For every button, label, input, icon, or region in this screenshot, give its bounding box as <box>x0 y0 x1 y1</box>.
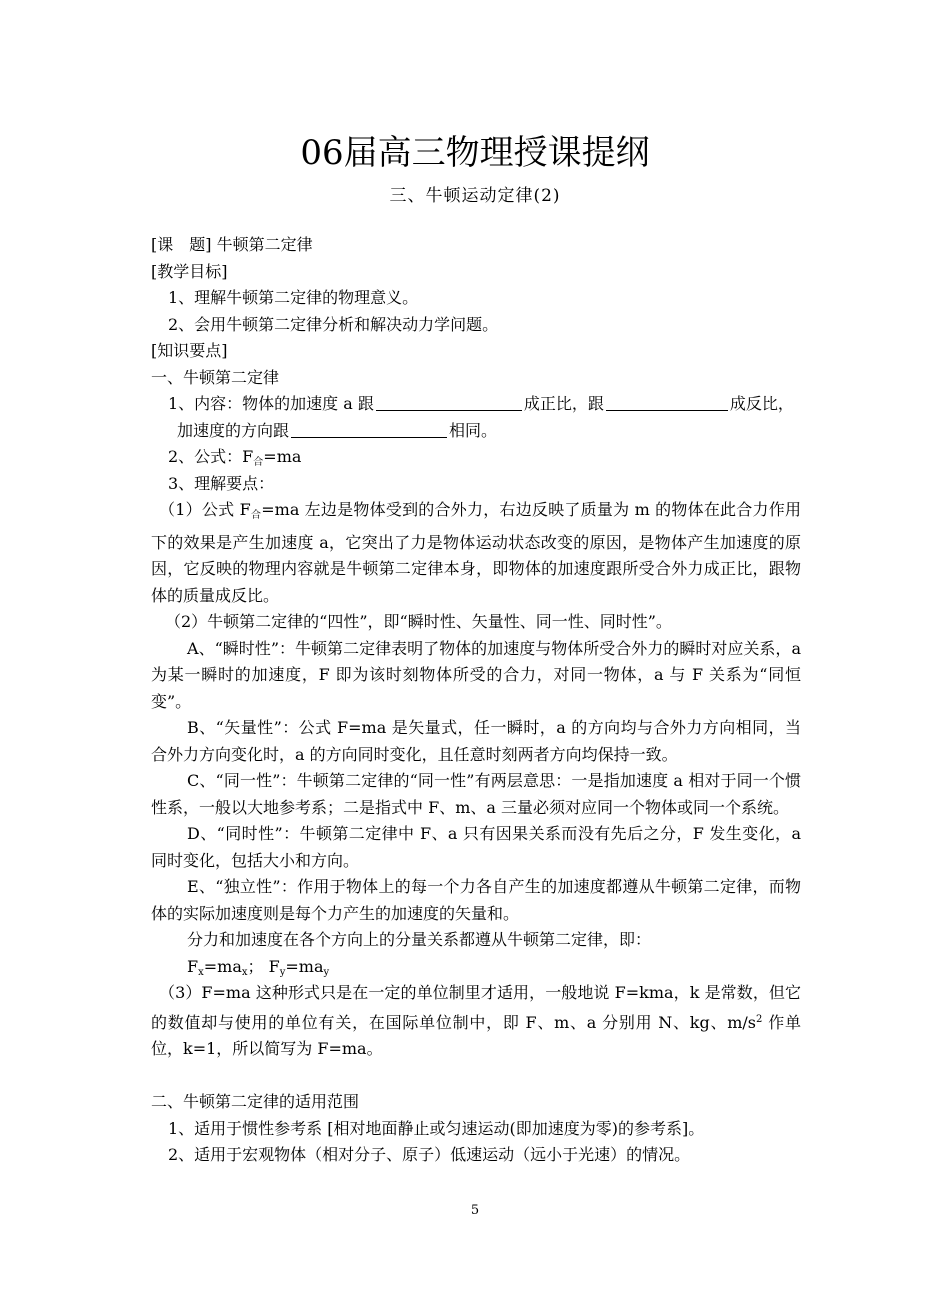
goal-item-1: 1、理解牛顿第二定律的物理意义。 <box>168 288 419 307</box>
goals-header: [教学目标] <box>151 261 228 281</box>
spacer <box>151 1063 801 1090</box>
goal-item-2: 2、会用牛顿第二定律分析和解决动力学问题。 <box>168 314 499 334</box>
property-a-paragraph: A、“瞬时性”：牛顿第二定律表明了物体的加速度与物体所受合外力的瞬时对应关系，a 为某一瞬时的加速度，F 即为该时刻物体所受的合力，对同一物体，a 与 F 关系为“同恒变”。 <box>151 638 801 711</box>
property-c-paragraph: C、“同一性”：牛顿第二定律的“同一性”有两层意思：一是指加速度 a 相对于同一个惯性系，一般以大地参考系；二是指式中 F、m、a 三量必须对应同一个物体或同一个系统。 <box>151 771 801 817</box>
points-heading: 3、理解要点： <box>168 473 275 493</box>
property-b-paragraph: B、“矢量性”：公式 F=ma 是矢量式，任一瞬时，a 的方向均与合外力方向相同，当合外力方向变化时，a 的方向同时变化，且任意时刻两者方向均保持一致。 <box>151 718 801 764</box>
page-title: 06届高三物理授课提纲 <box>300 133 650 173</box>
page-subtitle: 三、牛顿运动定律(2) <box>389 186 561 206</box>
component-intro: 分力和加速度在各个方向上的分量关系都遵从牛顿第二定律，即： <box>187 930 652 949</box>
component-formula: $F_x=ma_x$； $F_y=ma_y$ <box>187 956 330 978</box>
knowledge-header: [知识要点] <box>151 341 228 360</box>
content-line: 1、内容：物体的加速度 a 跟 成正比，跟 成反比， <box>168 394 794 413</box>
point-3-paragraph: （3）F=ma 这种形式只是在一定的单位制里才适用，一般地说 F=kma，k 是常数，但它的数值却与使用的单位有关，在国际单位制中，即 F、m、a 分别用 N、kg、$m/s^2$ 作单位，k=1，所以简写为 F=ma。 <box>151 983 801 1058</box>
fill-blank-2[interactable] <box>606 393 728 411</box>
scope-item-2: 2、适用于宏观物体（相对分子、原子）低速运动（远小于光速）的情况。 <box>168 1145 691 1164</box>
formula-line: 2、公式：$F_合=ma$ <box>168 447 302 468</box>
point-2-line: （2）牛顿第二定律的“四性”，即“瞬时性、矢量性、同一性、同时性”。 <box>165 612 672 631</box>
property-d-paragraph: D、“同时性”：牛顿第二定律中 F、a 只有因果关系而没有先后之分，F 发生变化，a 同时变化，包括大小和方向。 <box>151 824 801 870</box>
section1-heading: 一、牛顿第二定律 <box>151 367 280 387</box>
topic-line: [课 题] 牛顿第二定律 <box>151 235 313 254</box>
fill-blank-3[interactable] <box>291 420 447 438</box>
point-1-paragraph: （1）公式 $F_合=ma$ 左边是物体受到的合外力，右边反映了质量为 m 的物体在此合力作用下的效果是产生加速度 a，它突出了力是物体运动状态改变的原因，是物体产生加速度的原因，它反映的物理内容就是牛顿第二定律本身，即物体的加速度跟所受合外力成正比，跟物体的质量成反比。 <box>151 500 801 605</box>
section2-heading: 二、牛顿第二定律的适用范围 <box>151 1092 360 1111</box>
fill-blank-1[interactable] <box>376 393 522 411</box>
document-body <box>151 232 801 1169</box>
content-line-2: 加速度的方向跟 相同。 <box>177 420 498 440</box>
scope-item-1: 1、适用于惯性参考系 [相对地面静止或匀速运动(即加速度为零)的参考系]。 <box>168 1118 705 1138</box>
page-number: 5 <box>470 1203 480 1218</box>
property-e-paragraph: E、“独立性”：作用于物体上的每一个力各自产生的加速度都遵从牛顿第二定律，而物体的实际加速度则是每个力产生的加速度的矢量和。 <box>151 877 801 923</box>
